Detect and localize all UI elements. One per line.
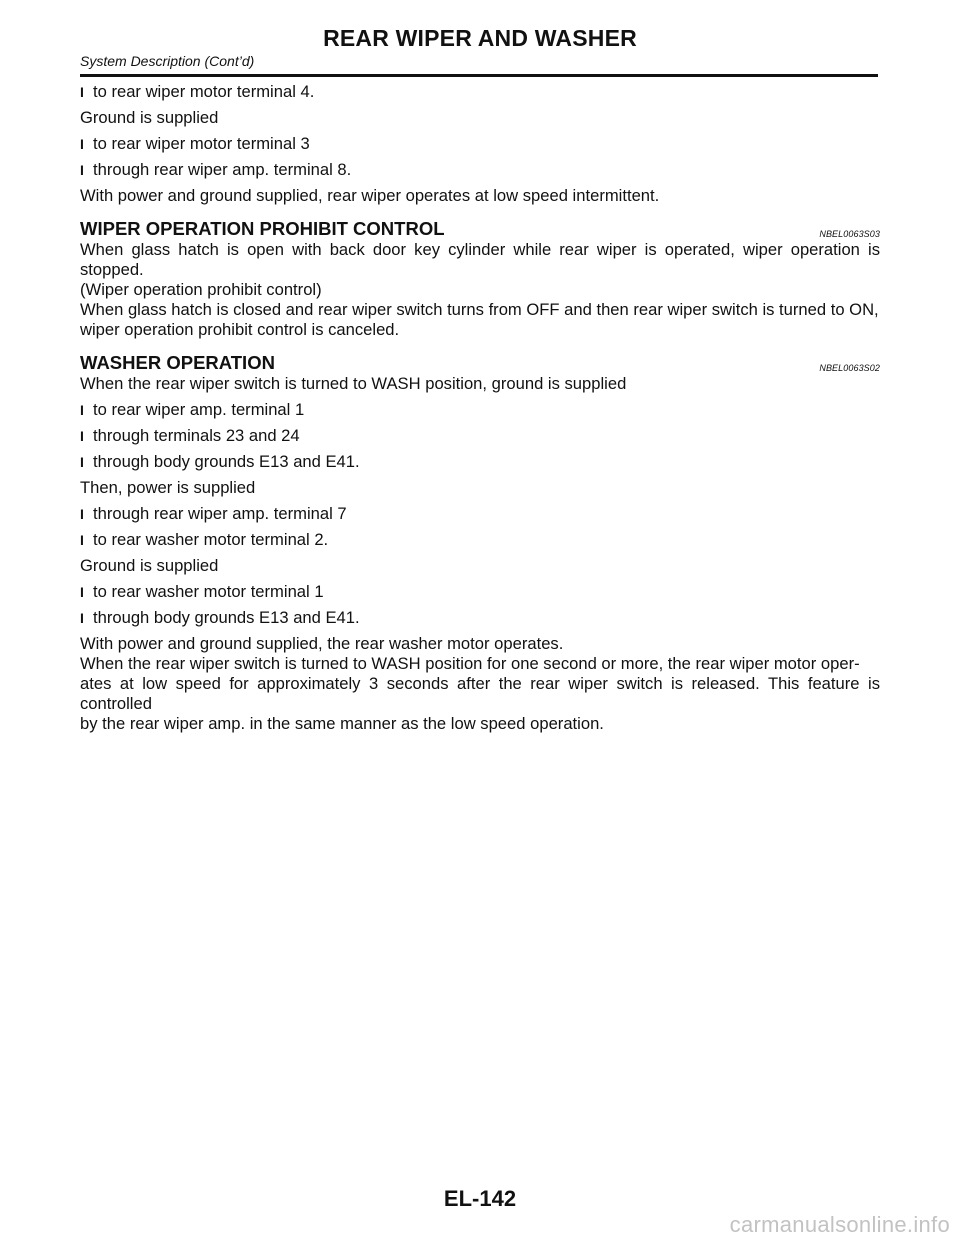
list-item-text: through body grounds E13 and E41. bbox=[93, 608, 360, 627]
paragraph: Ground is supplied bbox=[80, 556, 219, 575]
bullet-mark: I bbox=[80, 402, 84, 418]
page-number: EL-142 bbox=[443, 1186, 517, 1211]
paragraph-line: by the rear wiper amp. in the same manner as the low speed operation. bbox=[80, 714, 604, 733]
bullet-mark: I bbox=[80, 136, 84, 152]
list-item bbox=[80, 504, 880, 524]
list-item-text: to rear wiper amp. terminal 1 bbox=[93, 400, 305, 419]
list-item bbox=[80, 160, 880, 180]
page-subtitle: System Description (Cont’d) bbox=[80, 53, 255, 69]
paragraph: Ground is supplied bbox=[80, 108, 219, 127]
watermark: carmanualsonline.info bbox=[729, 1212, 950, 1237]
section-code: NBEL0063S03 bbox=[819, 229, 880, 239]
section-wiper-prohibit bbox=[80, 218, 880, 340]
header-rule bbox=[80, 74, 878, 77]
list-item bbox=[80, 530, 880, 550]
paragraph-line: wiper operation prohibit control is canceled. bbox=[80, 320, 400, 339]
list-item-text: through body grounds E13 and E41. bbox=[93, 452, 360, 471]
list-item-text: through rear wiper amp. terminal 7 bbox=[93, 504, 347, 523]
bullet-mark: I bbox=[80, 454, 84, 470]
list-item bbox=[80, 452, 880, 472]
list-item bbox=[80, 426, 880, 446]
list-item-text: to rear wiper motor terminal 3 bbox=[93, 134, 310, 153]
page-title: REAR WIPER AND WASHER bbox=[323, 25, 637, 51]
paragraph-line: With power and ground supplied, the rear washer motor operates. bbox=[80, 634, 564, 653]
paragraph-line: ates at low speed for approximately 3 seconds after the rear wiper switch is released. This feature is controlled bbox=[80, 674, 880, 713]
section-heading: WASHER OPERATION bbox=[80, 352, 275, 373]
paragraph-line: When the rear wiper switch is turned to WASH position for one second or more, the rear wiper motor oper- bbox=[80, 654, 860, 673]
list-item bbox=[80, 134, 880, 154]
bullet-mark: I bbox=[80, 84, 84, 100]
list-item bbox=[80, 608, 880, 628]
list-item-text: to rear washer motor terminal 2. bbox=[93, 530, 329, 549]
bullet-mark: I bbox=[80, 584, 84, 600]
list-item-text: to rear washer motor terminal 1 bbox=[93, 582, 324, 601]
paragraph: When the rear wiper switch is turned to WASH position, ground is supplied bbox=[80, 374, 627, 393]
paragraph: Then, power is supplied bbox=[80, 478, 256, 497]
page-header bbox=[80, 24, 880, 70]
page-content bbox=[80, 80, 880, 734]
section-heading: WIPER OPERATION PROHIBIT CONTROL bbox=[80, 218, 445, 239]
list-item bbox=[80, 82, 880, 102]
bullet-mark: I bbox=[80, 532, 84, 548]
list-item-text: through terminals 23 and 24 bbox=[93, 426, 300, 445]
list-item-text: to rear wiper motor terminal 4. bbox=[93, 82, 315, 101]
paragraph-line: (Wiper operation prohibit control) bbox=[80, 280, 322, 299]
section-code: NBEL0063S02 bbox=[819, 363, 880, 373]
paragraph: With power and ground supplied, rear wiper operates at low speed intermittent. bbox=[80, 186, 660, 205]
bullet-mark: I bbox=[80, 428, 84, 444]
list-item-text: through rear wiper amp. terminal 8. bbox=[93, 160, 352, 179]
list-item bbox=[80, 400, 880, 420]
paragraph-line: When glass hatch is open with back door key cylinder while rear wiper is operated, wiper operation is stopped. bbox=[80, 240, 880, 279]
section-washer-operation bbox=[80, 352, 880, 734]
paragraph-line: When glass hatch is closed and rear wiper switch turns from OFF and then rear wiper switch is turned to ON, bbox=[80, 300, 879, 319]
bullet-mark: I bbox=[80, 506, 84, 522]
bullet-mark: I bbox=[80, 162, 84, 178]
bullet-mark: I bbox=[80, 610, 84, 626]
list-item bbox=[80, 582, 880, 602]
